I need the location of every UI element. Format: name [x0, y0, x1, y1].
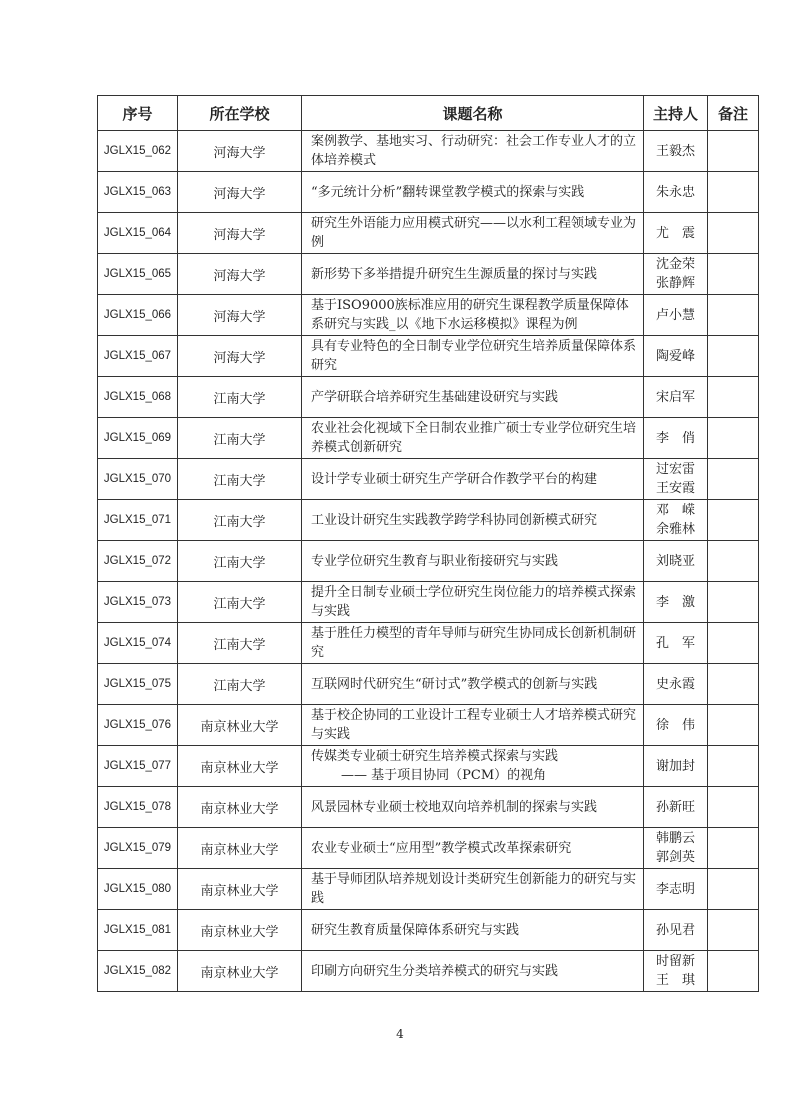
cell-school: 江南大学 [178, 582, 302, 623]
cell-title [302, 910, 644, 951]
cell-id: JGLX15_076 [98, 705, 178, 746]
table-row [98, 254, 759, 295]
title-text: 农业专业硕士“应用型”教学模式改革探索研究 [311, 840, 572, 856]
cell-id: JGLX15_066 [98, 295, 178, 336]
cell-title [302, 377, 644, 418]
title-text: 产学研联合培养研究生基础建设研究与实践 [311, 389, 559, 405]
cell-school: 南京林业大学 [178, 828, 302, 869]
table-row [98, 705, 759, 746]
table-row [98, 213, 759, 254]
cell-school: 河海大学 [178, 213, 302, 254]
cell-note [708, 172, 759, 213]
cell-note [708, 541, 759, 582]
table-row [98, 623, 759, 664]
header-school: 所在学校 [178, 96, 302, 131]
cell-title [302, 295, 644, 336]
table-row [98, 131, 759, 172]
cell-id: JGLX15_072 [98, 541, 178, 582]
table-row [98, 910, 759, 951]
cell-host: 李志明 [644, 869, 708, 910]
table-row [98, 500, 759, 541]
cell-school: 江南大学 [178, 377, 302, 418]
table-row [98, 746, 759, 787]
cell-id: JGLX15_068 [98, 377, 178, 418]
cell-title [302, 828, 644, 869]
cell-id: JGLX15_070 [98, 459, 178, 500]
cell-title [302, 582, 644, 623]
project-table [97, 95, 759, 992]
cell-host: 尤 震 [644, 213, 708, 254]
cell-school: 江南大学 [178, 664, 302, 705]
table-row [98, 459, 759, 500]
cell-school: 江南大学 [178, 623, 302, 664]
cell-note [708, 869, 759, 910]
cell-id: JGLX15_071 [98, 500, 178, 541]
cell-id: JGLX15_078 [98, 787, 178, 828]
cell-host: 沈金荣 张静辉 [644, 254, 708, 295]
cell-school: 南京林业大学 [178, 869, 302, 910]
title-text: 提升全日制专业硕士学位研究生岗位能力的培养模式探索与实践 [311, 585, 637, 619]
cell-school: 江南大学 [178, 541, 302, 582]
cell-id: JGLX15_063 [98, 172, 178, 213]
page-number: 4 [396, 1027, 404, 1041]
cell-note [708, 131, 759, 172]
cell-school: 江南大学 [178, 459, 302, 500]
cell-host: 王毅杰 [644, 131, 708, 172]
cell-note [708, 377, 759, 418]
cell-school: 南京林业大学 [178, 705, 302, 746]
cell-note [708, 623, 759, 664]
title-text: 工业设计研究生实践教学跨学科协同创新模式研究 [311, 512, 598, 528]
cell-id: JGLX15_064 [98, 213, 178, 254]
cell-note [708, 787, 759, 828]
cell-school: 南京林业大学 [178, 951, 302, 992]
title-text: 基于胜任力模型的青年导师与研究生协同成长创新机制研究 [311, 626, 637, 660]
cell-host: 邓 嵘 余雅林 [644, 500, 708, 541]
table-row [98, 582, 759, 623]
cell-title [302, 213, 644, 254]
title-text: 基于导师团队培养规划设计类研究生创新能力的研究与实践 [311, 872, 637, 906]
cell-title [302, 664, 644, 705]
title-text: 专业学位研究生教育与职业衔接研究与实践 [311, 553, 559, 569]
table-header-row [98, 96, 759, 131]
cell-id: JGLX15_067 [98, 336, 178, 377]
cell-school: 南京林业大学 [178, 910, 302, 951]
table-row [98, 418, 759, 459]
cell-school: 南京林业大学 [178, 787, 302, 828]
title-text: 传媒类专业硕士研究生培养模式探索与实践 [311, 749, 559, 764]
cell-host: 史永霞 [644, 664, 708, 705]
cell-id: JGLX15_077 [98, 746, 178, 787]
table-row [98, 664, 759, 705]
cell-note [708, 951, 759, 992]
cell-note [708, 705, 759, 746]
header-id: 序号 [98, 96, 178, 131]
cell-note [708, 295, 759, 336]
cell-title [302, 541, 644, 582]
cell-note [708, 213, 759, 254]
table-row [98, 172, 759, 213]
table-row [98, 336, 759, 377]
title-text: 新形势下多举措提升研究生生源质量的探讨与实践 [311, 266, 598, 282]
cell-school: 河海大学 [178, 172, 302, 213]
cell-title [302, 336, 644, 377]
cell-school: 江南大学 [178, 500, 302, 541]
cell-title [302, 869, 644, 910]
table-row [98, 869, 759, 910]
title-text: 基于校企协同的工业设计工程专业硕士人才培养模式研究与实践 [311, 708, 637, 742]
title-text: 具有专业特色的全日制专业学位研究生培养质量保障体系研究 [311, 339, 637, 373]
cell-id: JGLX15_073 [98, 582, 178, 623]
cell-host: 李 俏 [644, 418, 708, 459]
header-note: 备注 [708, 96, 759, 131]
cell-title [302, 418, 644, 459]
cell-id: JGLX15_062 [98, 131, 178, 172]
cell-title [302, 254, 644, 295]
cell-host: 过宏雷 王安霞 [644, 459, 708, 500]
cell-host: 孙见君 [644, 910, 708, 951]
cell-note [708, 254, 759, 295]
title-text: 互联网时代研究生“研讨式”教学模式的创新与实践 [311, 676, 598, 692]
cell-title [302, 623, 644, 664]
cell-host: 李 激 [644, 582, 708, 623]
cell-host: 朱永忠 [644, 172, 708, 213]
cell-title [302, 787, 644, 828]
cell-host: 时留新 王 琪 [644, 951, 708, 992]
cell-host: 韩鹏云 郭剑英 [644, 828, 708, 869]
cell-title [302, 746, 644, 787]
cell-host: 陶爱峰 [644, 336, 708, 377]
cell-host: 孙新旺 [644, 787, 708, 828]
table-row [98, 541, 759, 582]
cell-host: 徐 伟 [644, 705, 708, 746]
cell-id: JGLX15_074 [98, 623, 178, 664]
header-title: 课题名称 [302, 96, 644, 131]
title-text: 研究生教育质量保障体系研究与实践 [311, 922, 520, 938]
cell-note [708, 828, 759, 869]
cell-id: JGLX15_081 [98, 910, 178, 951]
table-row [98, 295, 759, 336]
cell-school: 南京林业大学 [178, 746, 302, 787]
table-body [98, 131, 759, 992]
cell-title [302, 459, 644, 500]
cell-host: 孔 军 [644, 623, 708, 664]
cell-host: 宋启军 [644, 377, 708, 418]
cell-title [302, 951, 644, 992]
table-row [98, 787, 759, 828]
cell-title [302, 131, 644, 172]
cell-school: 河海大学 [178, 131, 302, 172]
table-row [98, 377, 759, 418]
title-subtitle: —— 基于项目协同（PCM）的视角 [341, 768, 547, 783]
cell-id: JGLX15_075 [98, 664, 178, 705]
cell-id: JGLX15_082 [98, 951, 178, 992]
cell-note [708, 418, 759, 459]
cell-school: 河海大学 [178, 254, 302, 295]
cell-id: JGLX15_079 [98, 828, 178, 869]
cell-note [708, 910, 759, 951]
cell-note [708, 746, 759, 787]
cell-note [708, 459, 759, 500]
table-row [98, 828, 759, 869]
cell-note [708, 582, 759, 623]
table-row [98, 951, 759, 992]
cell-title [302, 500, 644, 541]
title-text: 风景园林专业硕士校地双向培养机制的探索与实践 [311, 799, 598, 815]
cell-host: 卢小慧 [644, 295, 708, 336]
cell-id: JGLX15_080 [98, 869, 178, 910]
cell-title [302, 705, 644, 746]
header-host: 主持人 [644, 96, 708, 131]
cell-note [708, 336, 759, 377]
title-text: 基于ISO9000族标准应用的研究生课程教学质量保障体系研究与实践_以《地下水运移模拟》课程为例 [311, 298, 629, 332]
title-text: 印刷方向研究生分类培养模式的研究与实践 [311, 963, 559, 979]
title-text: 设计学专业硕士研究生产学研合作教学平台的构建 [311, 471, 598, 487]
cell-note [708, 500, 759, 541]
cell-id: JGLX15_065 [98, 254, 178, 295]
cell-school: 河海大学 [178, 295, 302, 336]
title-text: “多元统计分析”翻转课堂教学模式的探索与实践 [311, 184, 585, 200]
title-text: 农业社会化视域下全日制农业推广硕士专业学位研究生培养模式创新研究 [311, 421, 637, 455]
title-text: 研究生外语能力应用模式研究——以水利工程领域专业为例 [311, 216, 637, 250]
cell-note [708, 664, 759, 705]
cell-host: 刘晓亚 [644, 541, 708, 582]
cell-school: 河海大学 [178, 336, 302, 377]
cell-host: 谢加封 [644, 746, 708, 787]
cell-title [302, 172, 644, 213]
title-text: 案例教学、基地实习、行动研究：社会工作专业人才的立体培养模式 [311, 134, 637, 168]
cell-id: JGLX15_069 [98, 418, 178, 459]
cell-school: 江南大学 [178, 418, 302, 459]
